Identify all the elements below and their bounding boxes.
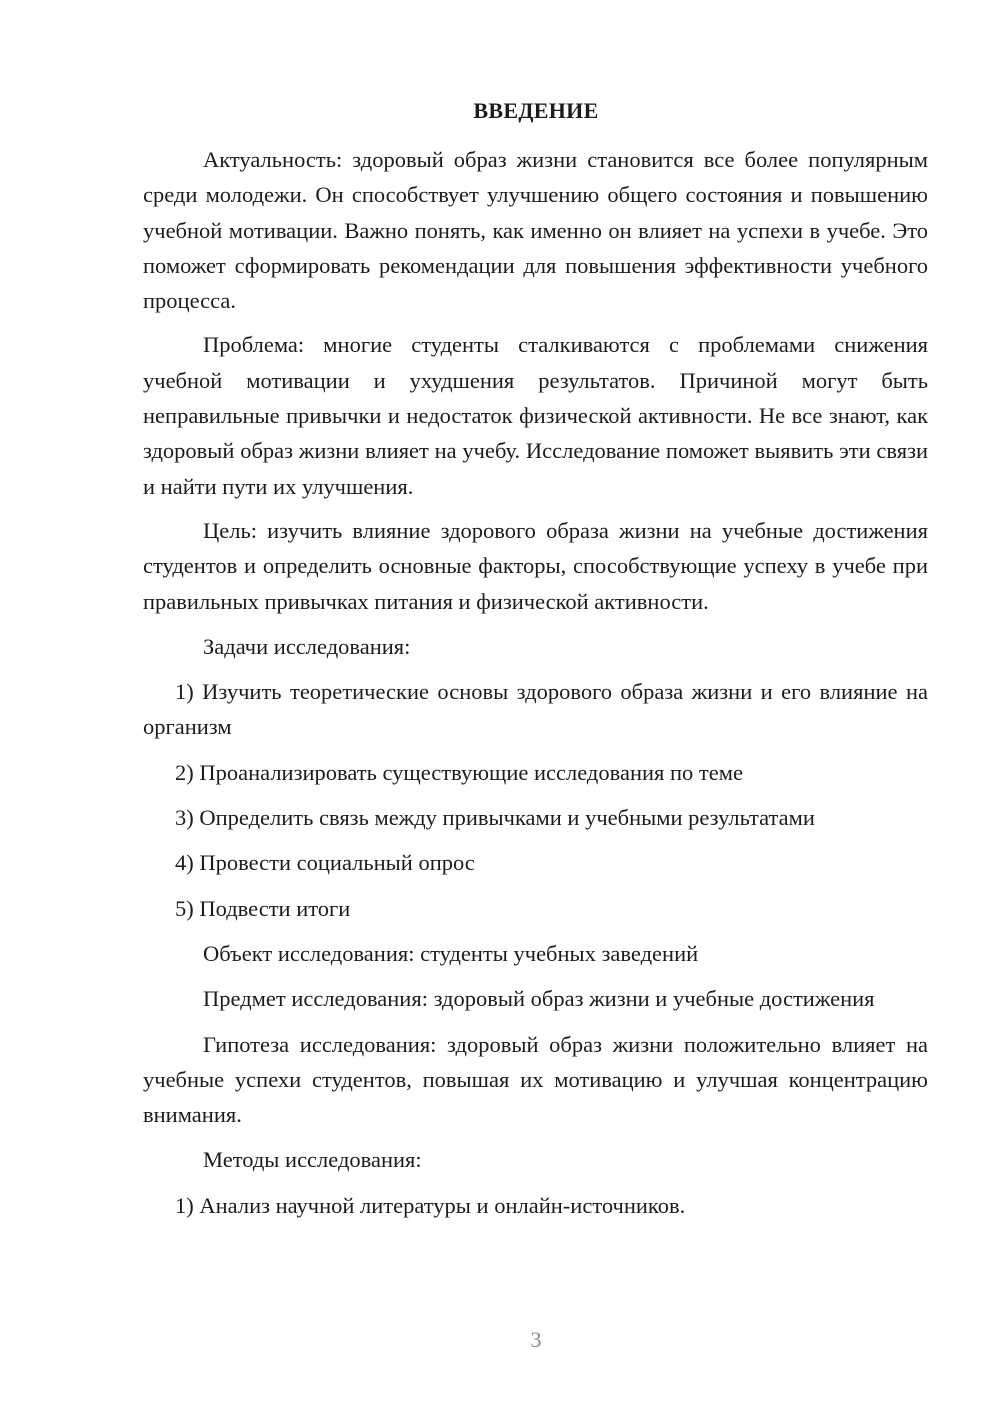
task-item: 4) Провести социальный опрос (175, 850, 475, 876)
task-item: 3) Определить связь между привычками и учебными результатами (175, 805, 815, 831)
page-number: 3 (530, 1327, 542, 1352)
object-paragraph: Объект исследования: студенты учебных заведений (203, 940, 699, 966)
task-item: 1) Изучить теоретические основы здорового образа жизни и его влияние на организм (143, 679, 928, 740)
task-item: 2) Проанализировать существующие исследования по теме (175, 759, 743, 785)
relevance-paragraph: Актуальность: здоровый образ жизни становится все более популярным среди молодежи. Он способствует улучшению общего состояния и повышению учебной мотивации. Важно понять, как именно он влияет на успехи в учебе. Это поможет сформировать рекомендации для повышения эффективности учебного процесса. (143, 147, 928, 314)
subject-paragraph: Предмет исследования: здоровый образ жизни и учебные достижения (203, 986, 875, 1012)
methods-title: Методы исследования: (203, 1147, 422, 1173)
document-body (143, 142, 928, 1223)
goal-paragraph: Цель: изучить влияние здорового образа жизни на учебные достижения студентов и определить основные факторы, способствующие успеху в учебе при правильных привычках питания и физической активности. (143, 517, 928, 614)
hypothesis-paragraph: Гипотеза исследования: здоровый образ жизни положительно влияет на учебные успехи студентов, повышая их мотивацию и улучшая концентрацию внимания. (143, 1031, 928, 1128)
method-item: 1) Анализ научной литературы и онлайн-источников. (175, 1192, 686, 1218)
tasks-title: Задачи исследования: (203, 633, 411, 659)
section-heading: ВВЕДЕНИЕ (473, 98, 599, 123)
task-item: 5) Подвести итоги (175, 895, 351, 921)
problem-paragraph: Проблема: многие студенты сталкиваются с проблемами снижения учебной мотивации и ухудшения результатов. Причиной могут быть неправильные привычки и недостаток физической активности. Не все знают, как здоровый образ жизни влияет на учебу. Исследование поможет выявить эти связи и найти пути их улучшения. (143, 332, 928, 499)
